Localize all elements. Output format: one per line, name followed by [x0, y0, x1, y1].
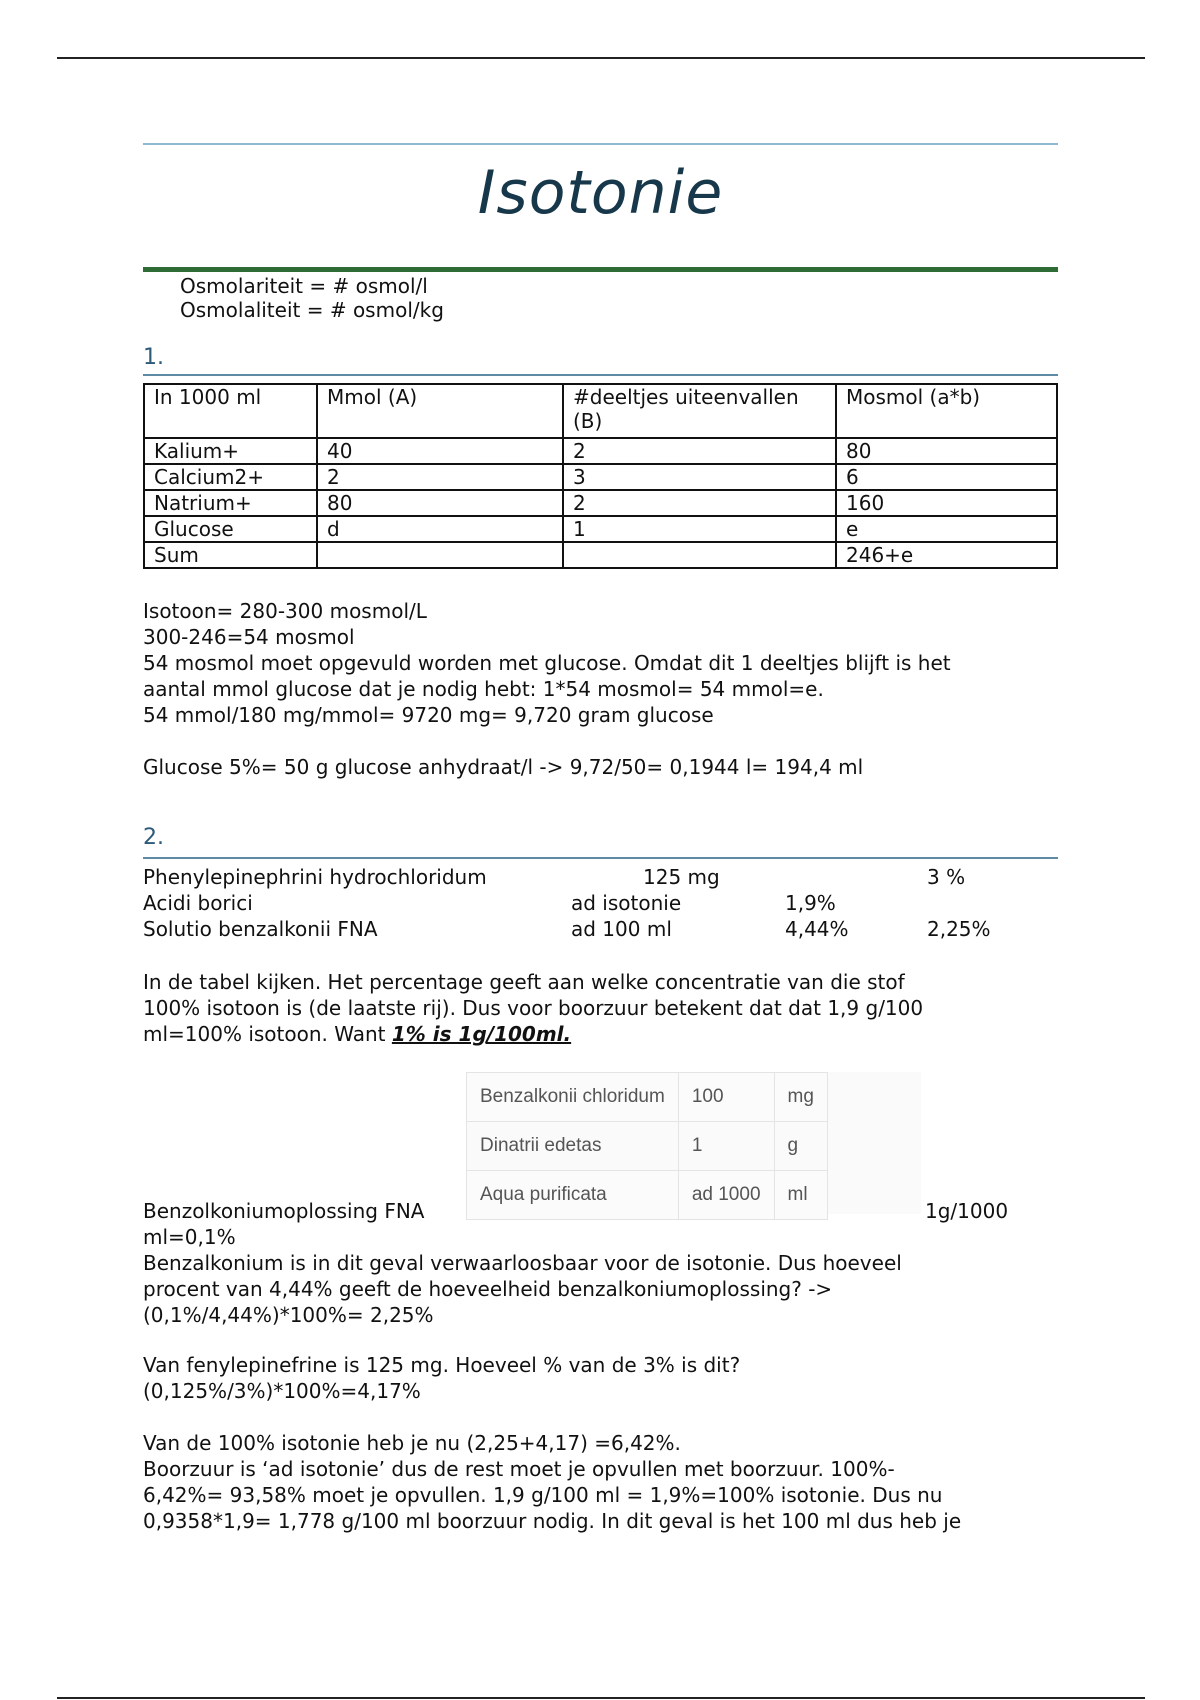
- recipe-pct2: 3 %: [927, 865, 966, 889]
- text-line: Benzalkonium is in dit geval verwaarloosbaar voor de isotonie. Dus hoeveel: [143, 1251, 902, 1275]
- title-top-rule: [143, 143, 1058, 145]
- table-cell: 2: [563, 438, 836, 464]
- table-cell: g: [774, 1122, 827, 1171]
- table-header-cell: Mmol (A): [317, 384, 563, 438]
- text-line: 54 mmol/180 mg/mmol= 9720 mg= 9,720 gram glucose: [143, 703, 714, 727]
- text-line: In de tabel kijken. Het percentage geeft aan welke concentratie van die stof: [143, 970, 905, 994]
- table-cell: 2: [563, 490, 836, 516]
- glucose-line: Glucose 5%= 50 g glucose anhydraat/l -> 9,72/50= 0,1944 l= 194,4 ml: [143, 755, 864, 779]
- intro-line-1: Osmolariteit = # osmol/l: [180, 274, 428, 298]
- text-line: 300-246=54 mosmol: [143, 625, 355, 649]
- table-header-cell: Mosmol (a*b): [836, 384, 1057, 438]
- table-header-cell: In 1000 ml: [144, 384, 317, 438]
- table-cell: 100: [678, 1073, 774, 1122]
- text-line: aantal mmol glucose dat je nodig hebt: 1*54 mosmol= 54 mmol=e.: [143, 677, 824, 701]
- text-line: Van de 100% isotonie heb je nu (2,25+4,17) =6,42%.: [143, 1431, 681, 1455]
- text-line: Isotoon= 280-300 mosmol/L: [143, 599, 427, 623]
- section-1-heading: 1.: [143, 345, 164, 370]
- recipe-name: Solutio benzalkonii FNA: [143, 917, 378, 941]
- section-2-text: [143, 1224, 1058, 1328]
- table-cell: Kalium+: [144, 438, 317, 464]
- table-cell: ad 1000: [678, 1171, 774, 1220]
- table-cell: ml: [774, 1171, 827, 1220]
- text-line: 54 mosmol moet opgevuld worden met glucose. Omdat dit 1 deeltjes blijft is het: [143, 651, 951, 675]
- text-line: procent van 4,44% geeft de hoeveelheid benzalkoniumoplossing? ->: [143, 1277, 833, 1301]
- text-line: (0,125%/3%)*100%=4,17%: [143, 1379, 421, 1403]
- table-cell: 246+e: [836, 542, 1057, 568]
- fna-composition-table: [466, 1072, 828, 1220]
- osmol-table: [143, 383, 1058, 569]
- section-2-explanation: [143, 969, 1058, 1047]
- fna-value: 1g/1000: [925, 1199, 1009, 1223]
- section-2-text-2: [143, 1352, 1058, 1404]
- text-line: Boorzuur is ‘ad isotonie’ dus de rest moet je opvullen met boorzuur. 100%-: [143, 1457, 895, 1481]
- table-cell: Sum: [144, 542, 317, 568]
- text-line: 100% isotoon is (de laatste rij). Dus voor boorzuur betekent dat dat 1,9 g/100: [143, 996, 924, 1020]
- table-row: [144, 438, 1057, 464]
- page-bottom-rule: [57, 1697, 1145, 1699]
- text-line: Van fenylepinefrine is 125 mg. Hoeveel % van de 3% is dit?: [143, 1353, 741, 1377]
- table-cell: 1: [563, 516, 836, 542]
- table-cell: Dinatrii edetas: [467, 1122, 679, 1171]
- recipe-name: Phenylepinephrini hydrochloridum: [143, 865, 487, 889]
- text-line: (0,1%/4,44%)*100%= 2,25%: [143, 1303, 434, 1327]
- table-row: [144, 516, 1057, 542]
- table-header-cell: #deeltjes uiteenvallen (B): [563, 384, 836, 438]
- recipe-amount: ad 100 ml: [571, 917, 672, 941]
- table-row: [467, 1122, 828, 1171]
- table-cell: Glucose: [144, 516, 317, 542]
- table-cell: 40: [317, 438, 563, 464]
- intro-line-2: Osmolaliteit = # osmol/kg: [180, 298, 444, 322]
- table-cell: 3: [563, 464, 836, 490]
- recipe-pct: 1,9%: [785, 891, 836, 915]
- section-1-rule: [143, 374, 1058, 376]
- table-cell: [563, 542, 836, 568]
- table-cell: Calcium2+: [144, 464, 317, 490]
- recipe-name: Acidi borici: [143, 891, 253, 915]
- title-bottom-rule: [143, 267, 1058, 272]
- table-row: [144, 542, 1057, 568]
- table-cell: 160: [836, 490, 1057, 516]
- page-title: Isotonie: [477, 158, 724, 228]
- page-top-rule: [57, 57, 1145, 59]
- table-row: [467, 1073, 828, 1122]
- table-cell: Benzalkonii chloridum: [467, 1073, 679, 1122]
- section-1-text: [143, 598, 1058, 728]
- text-line: 0,9358*1,9= 1,778 g/100 ml boorzuur nodig. In dit geval is het 100 ml dus heb je: [143, 1509, 962, 1533]
- table-cell: 80: [836, 438, 1057, 464]
- text-line-prefix: ml=100% isotoon. Want: [143, 1022, 392, 1046]
- text-line: 6,42%= 93,58% moet je opvullen. 1,9 g/100 ml = 1,9%=100% isotonie. Dus nu: [143, 1483, 943, 1507]
- section-2-rule: [143, 857, 1058, 859]
- section-2-heading: 2.: [143, 825, 164, 850]
- table-cell: [317, 542, 563, 568]
- table-row: [144, 464, 1057, 490]
- section-2-text-3: [143, 1430, 1058, 1534]
- emphasis-text: 1% is 1g/100ml.: [391, 1022, 572, 1046]
- fna-label: Benzolkoniumoplossing FNA: [143, 1199, 425, 1223]
- recipe-amount: ad isotonie: [571, 891, 682, 915]
- recipe-pct: 4,44%: [785, 917, 849, 941]
- table-row: [144, 490, 1057, 516]
- table-header-row: [144, 384, 1057, 438]
- table-cell: e: [836, 516, 1057, 542]
- table-cell: 80: [317, 490, 563, 516]
- recipe-amount: 125 mg: [643, 865, 720, 889]
- table-cell: d: [317, 516, 563, 542]
- recipe-pct2: 2,25%: [927, 917, 991, 941]
- table-cell: 1: [678, 1122, 774, 1171]
- table-row: [467, 1171, 828, 1220]
- table-cell: 2: [317, 464, 563, 490]
- text-line: [143, 1021, 1058, 1047]
- table-cell: Natrium+: [144, 490, 317, 516]
- table-cell: Aqua purificata: [467, 1171, 679, 1220]
- table-cell: mg: [774, 1073, 827, 1122]
- text-line: ml=0,1%: [143, 1225, 236, 1249]
- table-cell: 6: [836, 464, 1057, 490]
